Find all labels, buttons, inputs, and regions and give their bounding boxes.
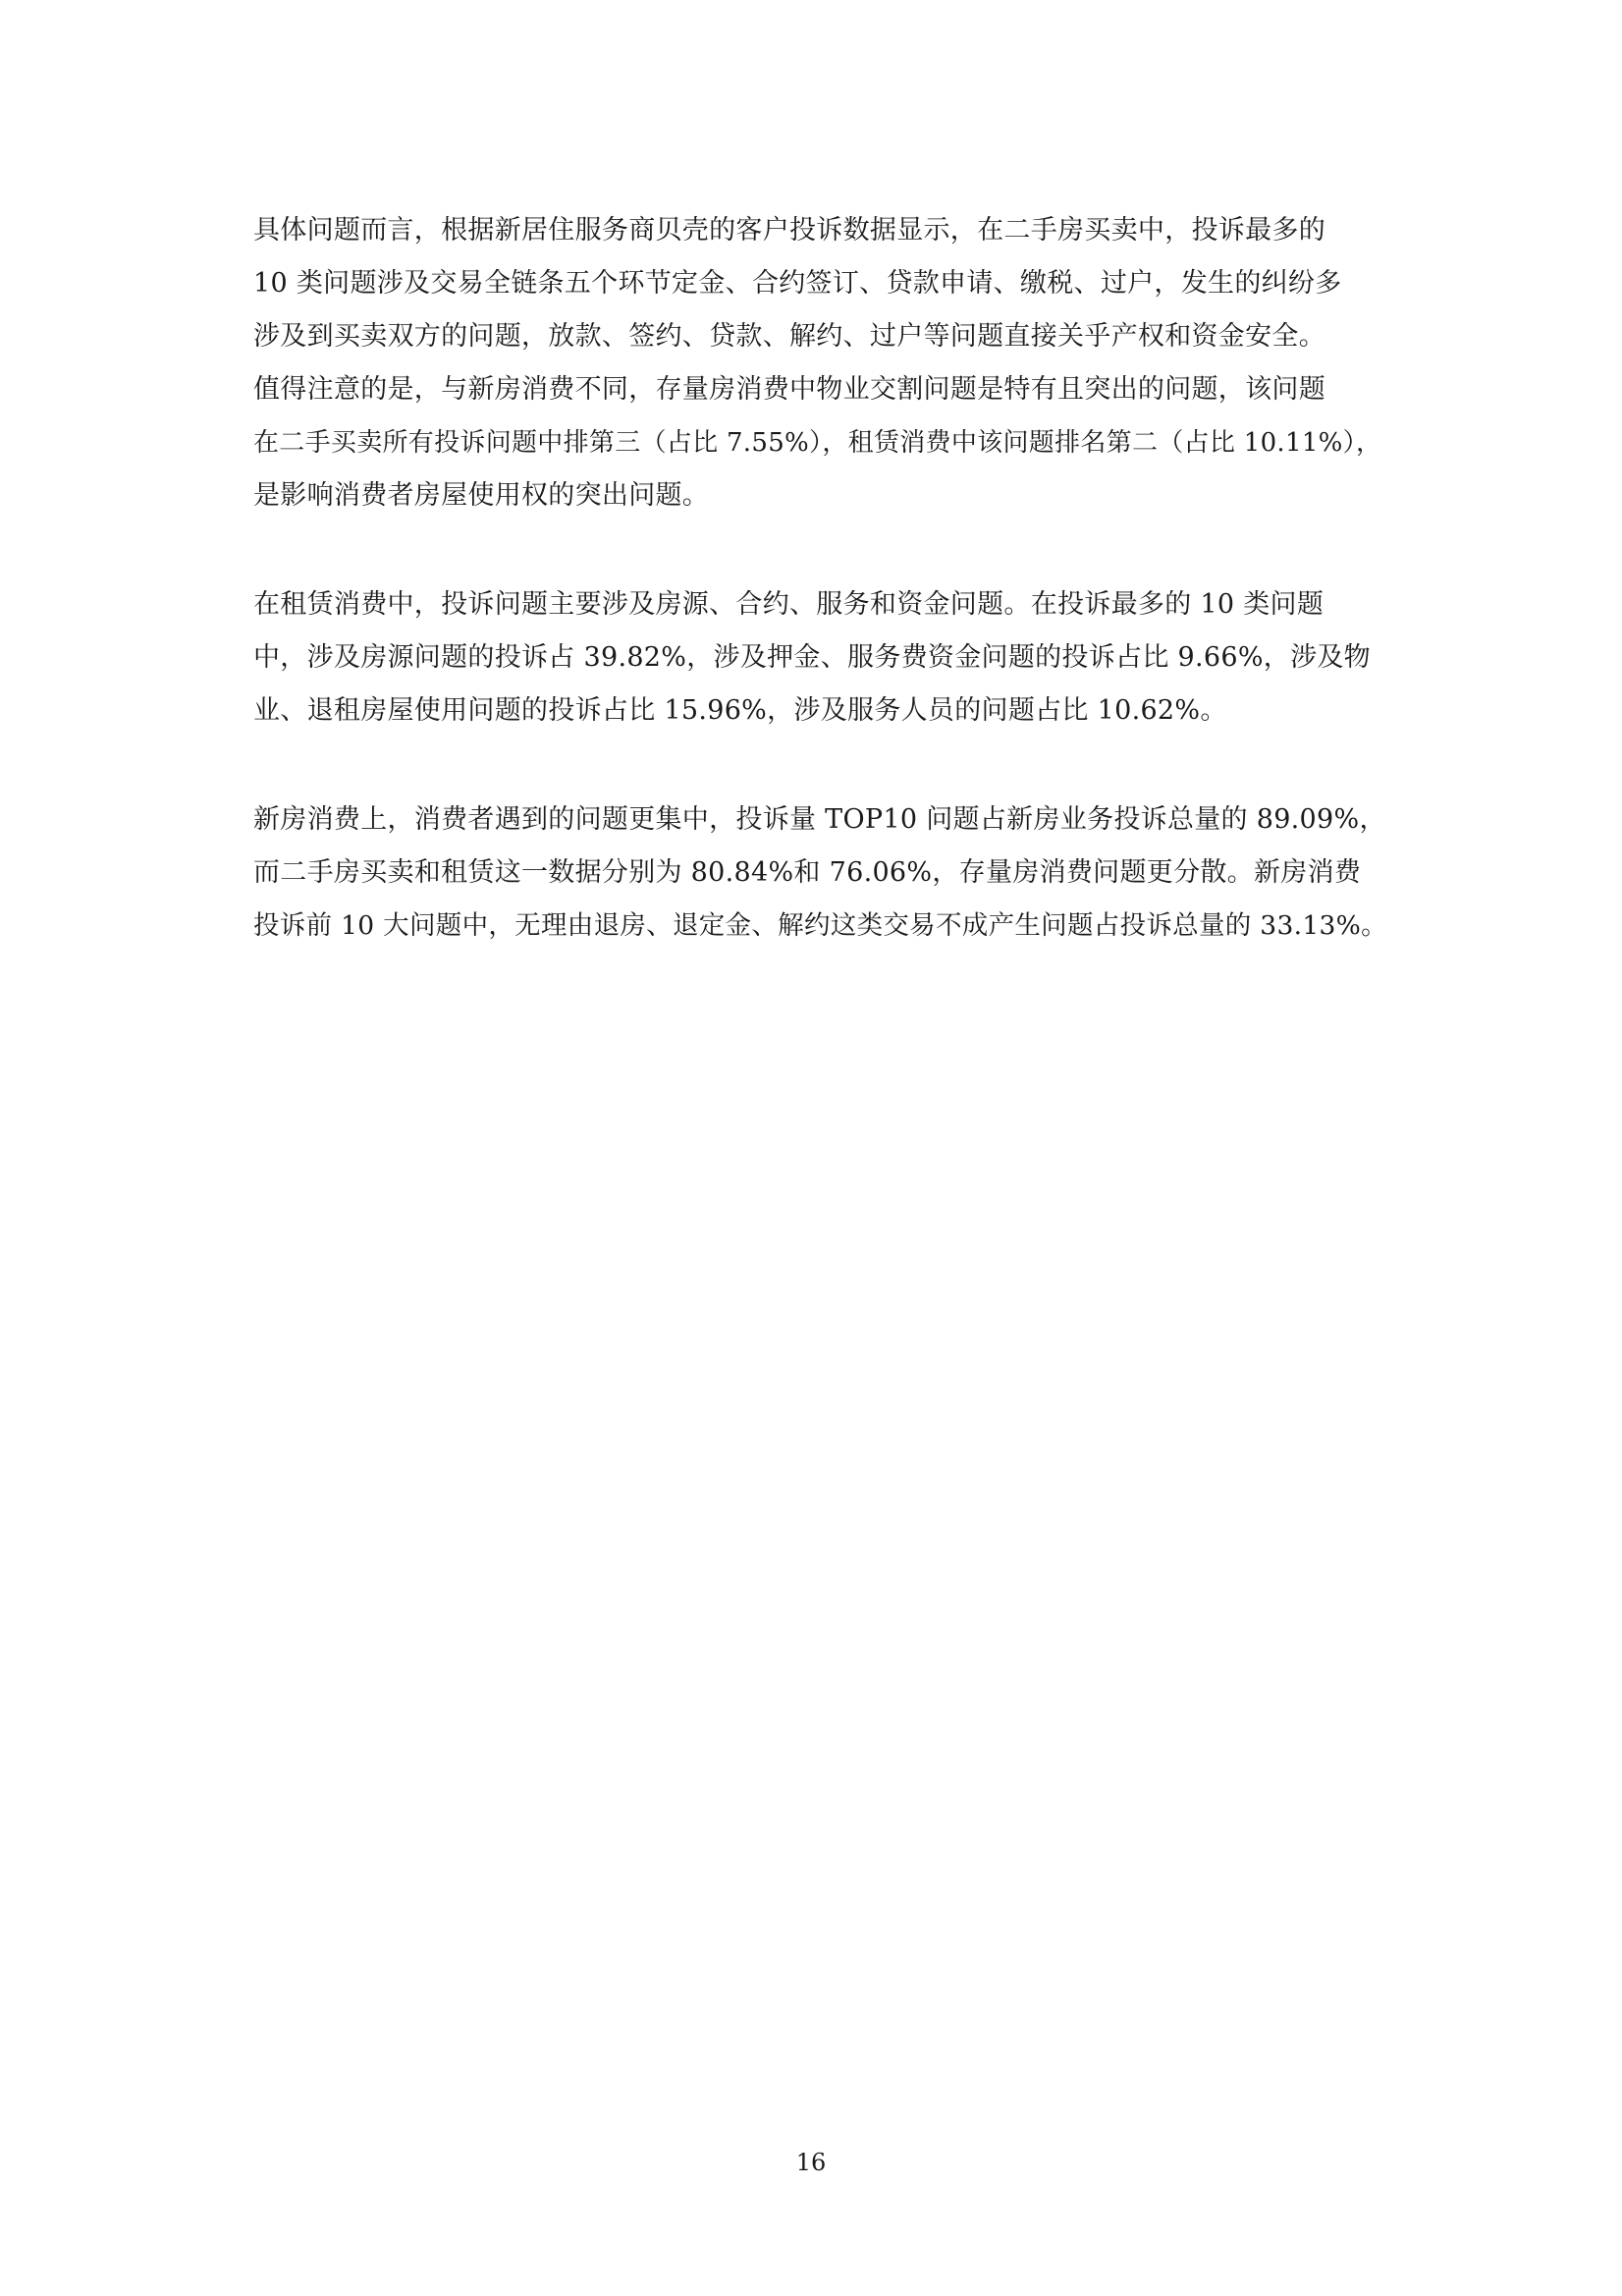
text-line: 是影响消费者房屋使用权的突出问题。 xyxy=(253,480,710,511)
text-line: 新房消费上，消费者遇到的问题更集中，投诉量 TOP10 问题占新房业务投诉总量的 89.09%， xyxy=(253,804,1386,835)
text-line: 中，涉及房源问题的投诉占 39.82%，涉及押金、服务费资金问题的投诉占比 9.66%，涉及物 xyxy=(253,642,1371,673)
text-line: 而二手房买卖和租赁这一数据分别为 80.84%和 76.06%，存量房消费问题更分散。新房消费 xyxy=(253,857,1362,888)
page-number: 16 xyxy=(795,2149,827,2176)
text-line: 在二手买卖所有投诉问题中排第三（占比 7.55%），租赁消费中该问题排名第二（占比 10.11%）， xyxy=(253,428,1382,458)
paragraph-newhome-complaints xyxy=(253,793,1392,953)
text-line: 值得注意的是，与新房消费不同，存量房消费中物业交割问题是特有且突出的问题，该问题 xyxy=(253,374,1325,405)
text-line: 涉及到买卖双方的问题，放款、签约、贷款、解约、过户等问题直接关乎产权和资金安全。 xyxy=(253,321,1325,352)
paragraph-secondhand-complaints xyxy=(253,204,1392,522)
text-line: 在租赁消费中，投诉问题主要涉及房源、合约、服务和资金问题。在投诉最多的 10 类问题 xyxy=(253,589,1325,620)
text-line: 具体问题而言，根据新居住服务商贝壳的客户投诉数据显示，在二手房买卖中，投诉最多的 xyxy=(253,215,1325,246)
body-text xyxy=(253,204,1392,1009)
text-line: 投诉前 10 大问题中，无理由退房、退定金、解约这类交易不成产生问题占投诉总量的 33.13%。 xyxy=(253,910,1387,941)
paragraph-rental-complaints xyxy=(253,578,1392,738)
text-line: 业、退租房屋使用问题的投诉占比 15.96%，涉及服务人员的问题占比 10.62%。 xyxy=(253,695,1227,726)
text-line: 10 类问题涉及交易全链条五个环节定金、合约签订、贷款申请、缴税、过户，发生的纠纷多 xyxy=(253,268,1342,299)
